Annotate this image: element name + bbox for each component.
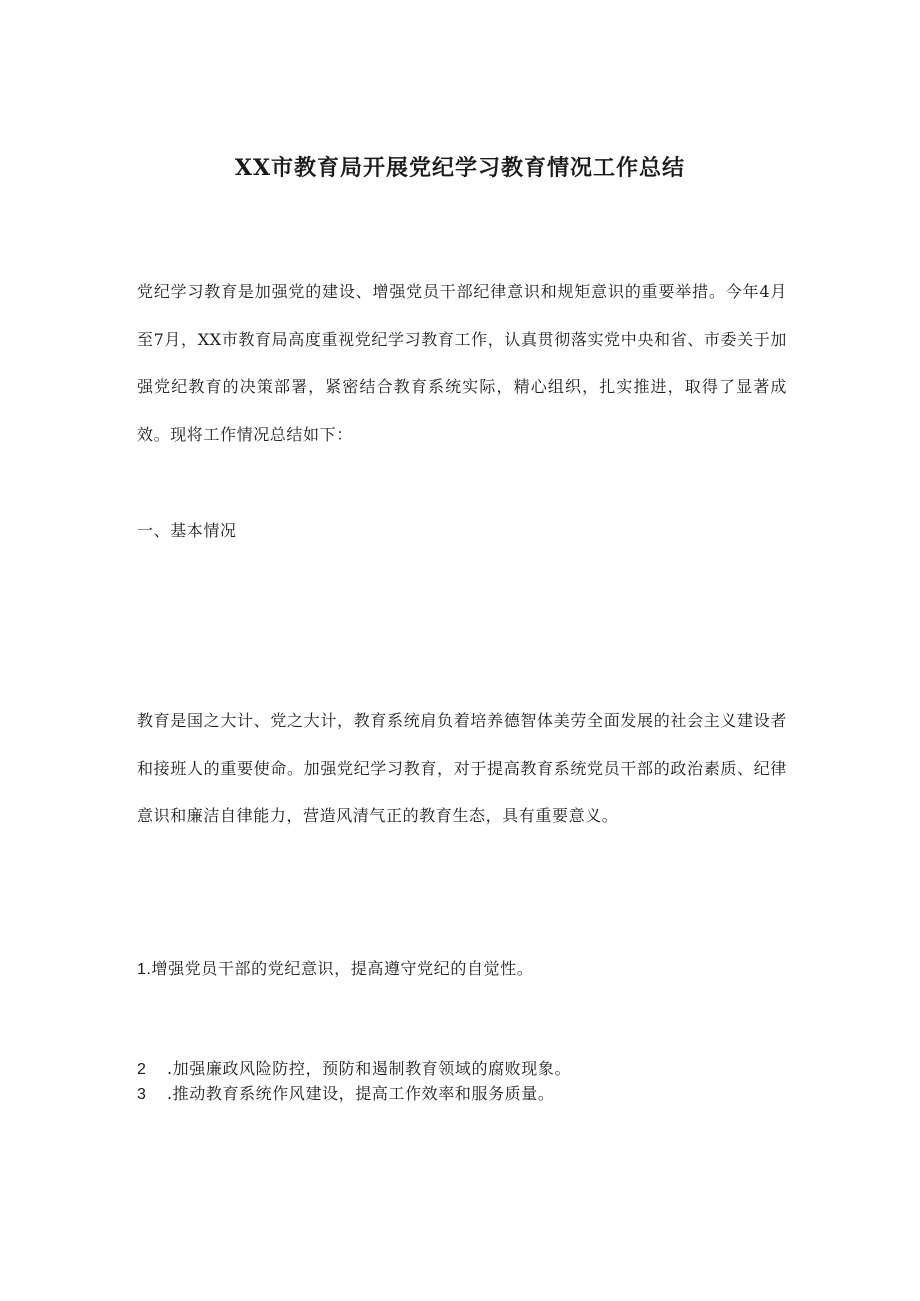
section-heading: 一、基本情况 [137,521,237,540]
list-item-number: 2 [137,1061,147,1078]
list-item-number: 3 [137,1086,147,1103]
list-item [137,957,533,982]
list-item [137,1082,555,1107]
list-item-text: 增强党员干部的党纪意识，提高遵守党纪的自觉性。 [151,959,534,978]
list-item-number: 1. [137,961,152,978]
list-item [137,1057,571,1082]
document-title: XX市教育局开展党纪学习教育情况工作总结 [234,155,686,181]
body-paragraph: 教育是国之大计、党之大计，教育系统肩负着培养德智体美劳全面发展的社会主义建设者和接班人的重要使命。加强党纪学习教育，对于提高教育系统党员干部的政治素质、纪律意识和廉洁自律能力，营造风清气正的教育生态，具有重要意义。 [137,711,787,825]
list-item-text: .推动教育系统作风建设，提高工作效率和服务质量。 [167,1084,555,1103]
list-item-text: .加强廉政风险防控，预防和遏制教育领域的腐败现象。 [167,1059,572,1078]
intro-paragraph: 党纪学习教育是加强党的建设、增强党员干部纪律意识和规矩意识的重要举措。今年4月至7月，XX市教育局高度重视党纪学习教育工作，认真贯彻落实党中央和省、市委关于加强党纪教育的决策部署，紧密结合教育系统实际，精心组织，扎实推进，取得了显著成效。现将工作情况总结如下： [137,282,787,444]
